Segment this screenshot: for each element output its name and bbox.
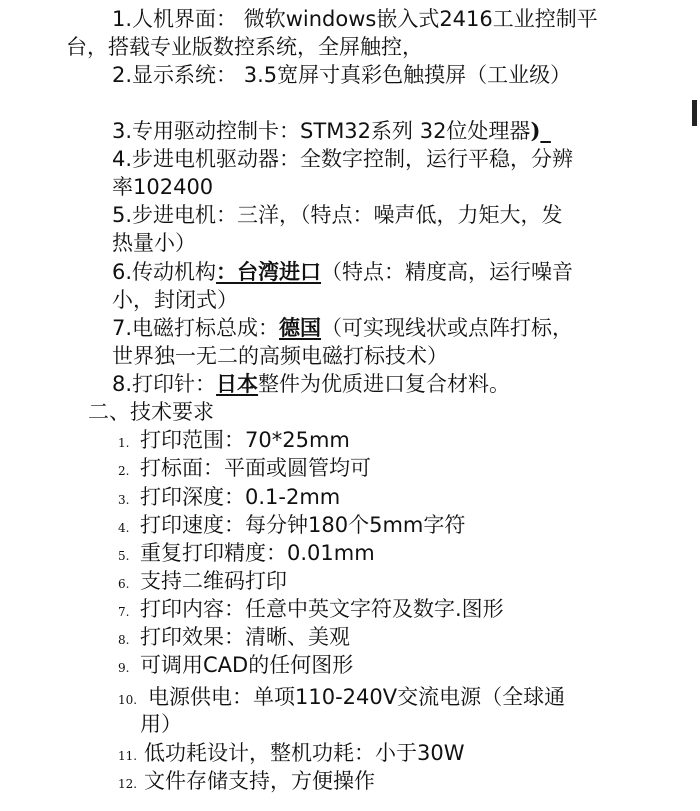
req-item-number: 5. <box>118 549 130 563</box>
req-item-number: 12. <box>118 777 138 791</box>
item-8-prefix: 8.打印针： <box>112 372 217 396</box>
item-2 <box>112 62 571 88</box>
item-3-text: 3.专用驱动控制卡：STM32系列 32位处理器 <box>112 119 531 143</box>
item-3-suffix: )_ <box>530 118 551 143</box>
item-7-highlight: 德国 <box>279 316 322 340</box>
item-7-line-1 <box>112 315 573 341</box>
item-7-prefix: 7.电磁打标总成： <box>112 316 280 340</box>
req-item-text: 打标面：平面或圆管均可 <box>140 456 371 480</box>
req-item-number: 2. <box>118 464 130 478</box>
item-4-text-cont: 率102400 <box>112 175 214 199</box>
req-item-3 <box>118 484 340 510</box>
req-item-text: 重复打印精度：0.01mm <box>140 541 375 565</box>
req-item-text-cont: 用） <box>140 712 182 736</box>
item-8 <box>112 371 510 397</box>
item-8-rest: 整件为优质进口复合材料。 <box>258 372 511 396</box>
req-item-1 <box>118 427 350 453</box>
item-3 <box>112 118 551 144</box>
req-item-text: 打印范围：70*25mm <box>140 428 350 452</box>
item-4-line-2 <box>112 174 213 200</box>
item-6-line-1 <box>112 259 573 285</box>
req-item-text: 打印效果：清晰、美观 <box>140 625 350 649</box>
req-item-11 <box>118 740 465 766</box>
req-item-5 <box>118 540 375 566</box>
item-2-text: 2.显示系统： 3.5宽屏寸真彩色触摸屏（工业级） <box>112 63 572 87</box>
req-item-text: 低功耗设计，整机功耗：小于30W <box>144 741 465 765</box>
req-item-number: 8. <box>118 633 130 647</box>
req-item-4 <box>118 512 465 538</box>
section-2-heading-text: 二、技术要求 <box>88 400 214 424</box>
item-5-text-cont: 热量小） <box>112 231 196 255</box>
item-5-text: 5.步进电机：三洋，（特点：噪声低，力矩大，发 <box>112 203 563 227</box>
item-4-text: 4.步进电机驱动器：全数字控制，运行平稳，分辨 <box>112 147 574 171</box>
item-6-line-2 <box>112 287 238 313</box>
req-item-7 <box>118 596 504 622</box>
item-1-line-2 <box>66 34 423 60</box>
req-item-text: 打印深度：0.1-2mm <box>140 485 341 509</box>
req-item-text: 文件存储支持，方便操作 <box>144 769 375 793</box>
req-item-number: 3. <box>118 493 130 507</box>
section-2-heading <box>88 399 214 425</box>
item-6-text-cont: 小，封闭式） <box>112 288 238 312</box>
item-5-line-1 <box>112 202 563 228</box>
req-item-number: 11. <box>118 749 138 763</box>
req-item-8 <box>118 624 350 650</box>
req-item-number: 7. <box>118 605 130 619</box>
item-1-line-1 <box>112 6 598 32</box>
item-5-line-2 <box>112 230 196 256</box>
req-item-6 <box>118 568 287 594</box>
req-item-2 <box>118 455 371 481</box>
req-item-text: 电源供电：单项110-240V交流电源（全球通 <box>148 685 566 709</box>
req-item-number: 1. <box>118 436 130 450</box>
req-item-text: 支持二维码打印 <box>140 569 287 593</box>
item-4-line-1 <box>112 146 573 172</box>
req-item-number: 6. <box>118 577 130 591</box>
req-item-10-cont <box>140 711 182 737</box>
req-item-10 <box>118 684 565 710</box>
item-6-prefix: 6.传动机构 <box>112 260 217 284</box>
item-6-highlight: ：台湾进口 <box>216 260 322 284</box>
req-item-9 <box>118 652 353 678</box>
edge-mark <box>692 100 697 126</box>
req-item-number: 4. <box>118 521 130 535</box>
item-1-text: 1.人机界面： 微软windows嵌入式2416工业控制平 <box>112 7 598 31</box>
req-item-number: 9. <box>118 661 130 675</box>
req-item-text: 打印速度：每分钟180个5mm字符 <box>140 513 466 537</box>
item-7-line-2 <box>112 343 448 369</box>
req-item-12 <box>118 768 375 794</box>
item-1-text-cont: 台，搭载专业版数控系统，全屏触控， <box>66 35 423 59</box>
req-item-text: 打印内容：任意中英文字符及数字.图形 <box>140 597 504 621</box>
item-6-rest: （特点：精度高，运行噪音 <box>321 260 574 284</box>
item-8-highlight: 日本 <box>216 372 259 396</box>
req-item-number: 10. <box>118 693 138 707</box>
item-7-text-cont: 世界独一无二的高频电磁打标技术） <box>112 344 448 368</box>
req-item-text: 可调用CAD的任何图形 <box>140 653 354 677</box>
item-7-rest: （可实现线状或点阵打标， <box>321 316 574 340</box>
